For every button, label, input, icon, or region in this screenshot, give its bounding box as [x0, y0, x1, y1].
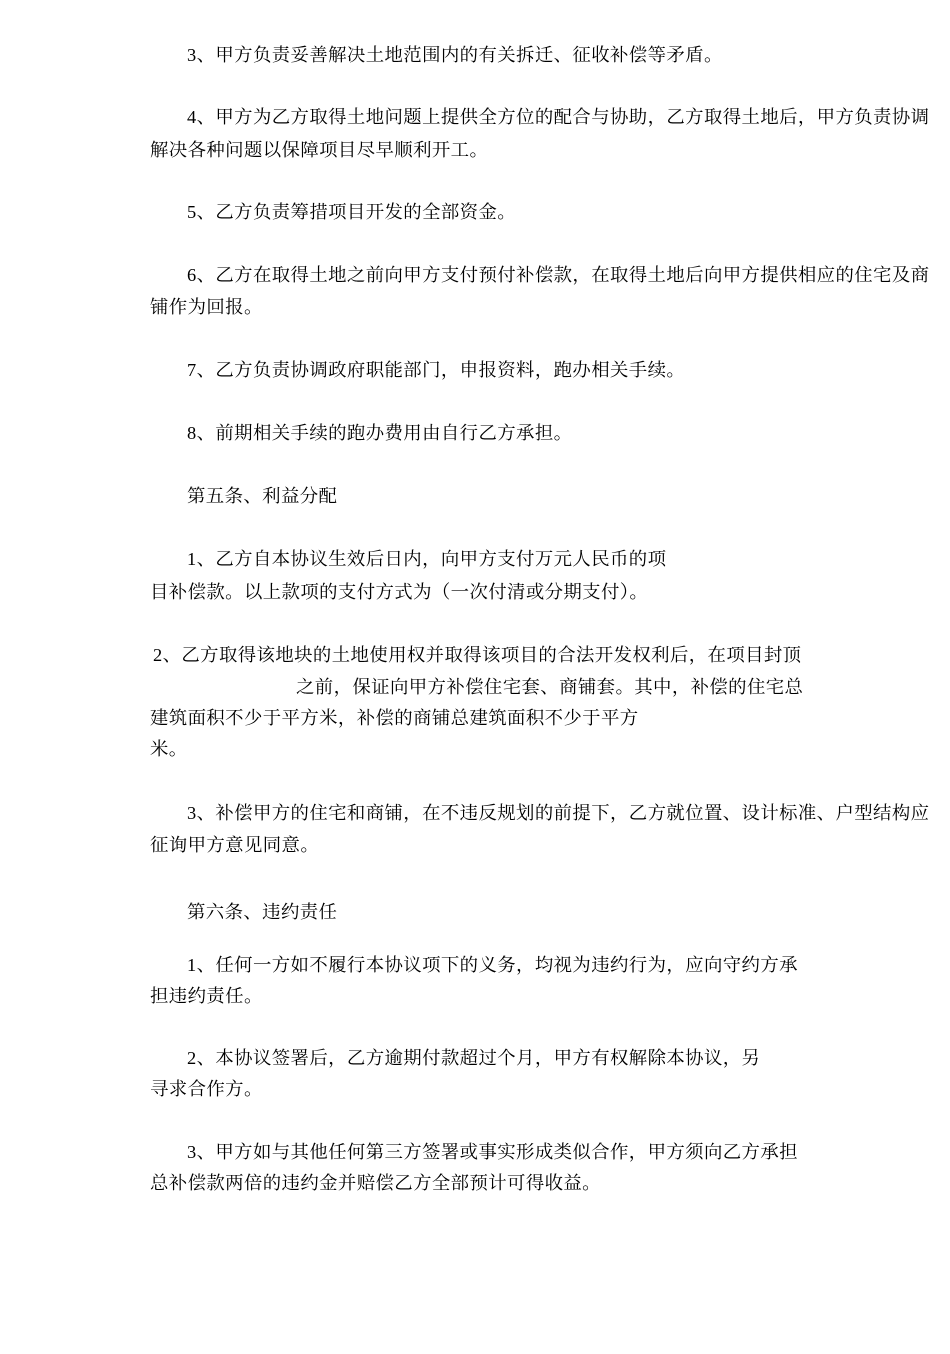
paragraph-line: 1、乙方自本协议生效后日内，向甲方支付万元人民币的项 — [187, 549, 667, 569]
paragraph-line: 3、甲方如与其他任何第三方签署或事实形成类似合作，甲方须向乙方承担 — [187, 1142, 798, 1162]
paragraph-line: 4、甲方为乙方取得土地问题上提供全方位的配合与协助，乙方取得土地后，甲方负责协调 — [187, 107, 930, 127]
paragraph-line: 担违约责任。 — [150, 986, 263, 1006]
paragraph-line: 3、甲方负责妥善解决土地范围内的有关拆迁、征收补偿等矛盾。 — [187, 45, 723, 65]
paragraph-line: 7、乙方负责协调政府职能部门，申报资料，跑办相关手续。 — [187, 360, 686, 380]
paragraph-line: 建筑面积不少于平方米，补偿的商铺总建筑面积不少于平方 — [150, 708, 639, 728]
paragraph-line: 米。 — [150, 739, 188, 759]
paragraph-line: 5、乙方负责筹措项目开发的全部资金。 — [187, 202, 517, 222]
paragraph-line: 寻求合作方。 — [150, 1079, 263, 1099]
paragraph-line: 征询甲方意见同意。 — [150, 835, 320, 855]
article-heading: 第六条、违约责任 — [187, 902, 338, 922]
article-heading: 第五条、利益分配 — [187, 486, 338, 506]
paragraph-line: 3、补偿甲方的住宅和商铺，在不违反规划的前提下，乙方就位置、设计标准、户型结构应 — [187, 803, 930, 823]
paragraph-line: 2、乙方取得该地块的土地使用权并取得该项目的合法开发权利后，在项目封顶 — [153, 645, 802, 665]
paragraph-line: 总补偿款两倍的违约金并赔偿乙方全部预计可得收益。 — [150, 1173, 601, 1193]
paragraph-line: 1、任何一方如不履行本协议项下的义务，均视为违约行为，应向守约方承 — [187, 955, 798, 975]
paragraph-line: 铺作为回报。 — [150, 297, 263, 317]
paragraph-line: 解决各种问题以保障项目尽早顺利开工。 — [150, 140, 489, 160]
paragraph-line: 目补偿款。以上款项的支付方式为（一次付清或分期支付）。 — [150, 582, 649, 602]
paragraph-line: 2、本协议签署后，乙方逾期付款超过个月，甲方有权解除本协议，另 — [187, 1048, 761, 1068]
paragraph-line: 8、前期相关手续的跑办费用由自行乙方承担。 — [187, 423, 573, 443]
paragraph-line: 之前，保证向甲方补偿住宅套、商铺套。其中，补偿的住宅总 — [296, 677, 804, 697]
paragraph-line: 6、乙方在取得土地之前向甲方支付预付补偿款，在取得土地后向甲方提供相应的住宅及商 — [187, 265, 930, 285]
